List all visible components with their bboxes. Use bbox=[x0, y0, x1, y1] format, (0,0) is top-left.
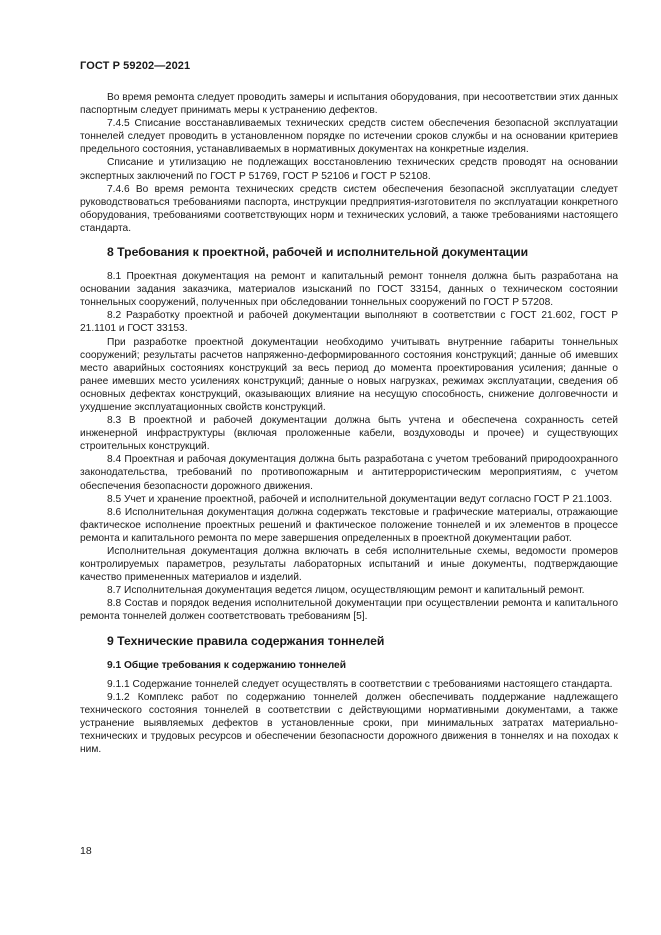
section-9-heading: 9 Технические правила содержания тоннелей bbox=[107, 633, 385, 648]
section-8-heading: 8 Требования к проектной, рабочей и исполнительной документации bbox=[107, 245, 529, 260]
paragraph: 9.1.2 Комплекс работ по содержанию тоннелей должен обеспечивать поддержание надлежащего технического состояния тоннелей в соответствии с действующими нормативными документами, а также устранение выявляемых дефектов в установленные сроки, при минимальных затратах материально-технических и трудовых ресурсов и обеспечении безопасности дорожного движения в тоннелях и на походах к ним. bbox=[80, 691, 618, 756]
paragraph: Исполнительная документация должна включать в себя исполнительные схемы, ведомости промеров контролируемых параметров, результаты лабораторных испытаний и иные документы, подтверждающие качество примененных материалов и изделий. bbox=[80, 546, 618, 584]
paragraph: 8.8 Состав и порядок ведения исполнительной документации при осуществлении ремонта и капитального ремонта тоннелей должен соответствовать требованиям [5]. bbox=[80, 598, 618, 623]
paragraph: 7.4.6 Во время ремонта технических средств систем обеспечения безопасной эксплуатации следует руководствоваться требованиями паспорта, инструкции предприятия-изготовителя по эксплуатации конкретного оборудования, требованиями соответствующих норм и технических условий, а также требованиями настоящего стандарта. bbox=[80, 183, 618, 234]
paragraph: Списание и утилизацию не подлежащих восстановлению технических средств проводят на основании экспертных заключений по ГОСТ Р 51769, ГОСТ Р 52106 и ГОСТ Р 52108. bbox=[80, 157, 618, 182]
page-number: 18 bbox=[80, 845, 92, 857]
paragraph: 8.1 Проектная документация на ремонт и капитальный ремонт тоннеля должна быть разработана на основании задания заказчика, материалов изысканий по ГОСТ 33154, данных о техническом состоянии тоннельных сооружений, полученных при обследовании тоннельных сооружений по ГОСТ Р 57208. bbox=[80, 271, 618, 309]
paragraph: 8.6 Исполнительная документация должна содержать текстовые и графические материалы, отражающие фактическое исполнение проектных решений и фактическое положение тоннелей и их элементов в процессе ремонта и капитального ремонта по мере завершения определенных в проектной документации работ. bbox=[80, 506, 618, 544]
paragraph: 8.7 Исполнительная документация ведется лицом, осуществляющим ремонт и капитальный ремонт. bbox=[107, 585, 585, 597]
paragraph: 8.5 Учет и хранение проектной, рабочей и исполнительной документации ведут согласно ГОСТ Р 21.1003. bbox=[107, 493, 613, 505]
paragraph: 9.1.1 Содержание тоннелей следует осуществлять в соответствии с требованиями настоящего стандарта. bbox=[107, 678, 613, 690]
subsection-9-1-heading: 9.1 Общие требования к содержанию тоннелей bbox=[107, 659, 346, 671]
paragraph: 8.3 В проектной и рабочей документации должна быть учтена и обеспечена сохранность сетей инженерной инфраструктуры (включая проложенные кабели, воздуховоды и прочее) и существующих строительных конструкций. bbox=[80, 415, 618, 453]
paragraph: 8.2 Разработку проектной и рабочей документации выполняют в соответствии с ГОСТ 21.602, ГОСТ Р 21.1101 и ГОСТ 33153. bbox=[80, 310, 618, 335]
page-body bbox=[80, 91, 618, 756]
paragraph: 7.4.5 Списание восстанавливаемых технических средств систем обеспечения безопасной эксплуатации тоннелей следует проводить в установленном порядке по истечении сроков службы и на основании критериев предельного состояния, устанавливаемых в нормативных документах на конкретные изделия. bbox=[80, 118, 618, 156]
document-code-header: ГОСТ Р 59202—2021 bbox=[80, 60, 191, 72]
paragraph: 8.4 Проектная и рабочая документация должна быть разработана с учетом требований природоохранного законодательства, требований по противопожарным и антитеррористическим мероприятиям, с учетом обеспечения безопасности дорожного движения. bbox=[80, 454, 618, 492]
paragraph: Во время ремонта следует проводить замеры и испытания оборудования, при несоответствии этих данных паспортным следует принимать меры к устранению дефектов. bbox=[80, 92, 618, 117]
paragraph: При разработке проектной документации необходимо учитывать внутренние габариты тоннельных сооружений; результаты расчетов напряженно-деформированного состояния конструкций; данные об имевших место аварийных состояниях конструкций за весь период до момента проектирования усиления; данные о ранее имевших место усилениях конструкций; данные о новых нагрузках, режимах эксплуатации, сведения об основных дефектах конструкций, оказывающих влияние на несущую способность, снижение долговечности и ухудшение эксплуатационных свойств конструкций. bbox=[80, 336, 618, 413]
